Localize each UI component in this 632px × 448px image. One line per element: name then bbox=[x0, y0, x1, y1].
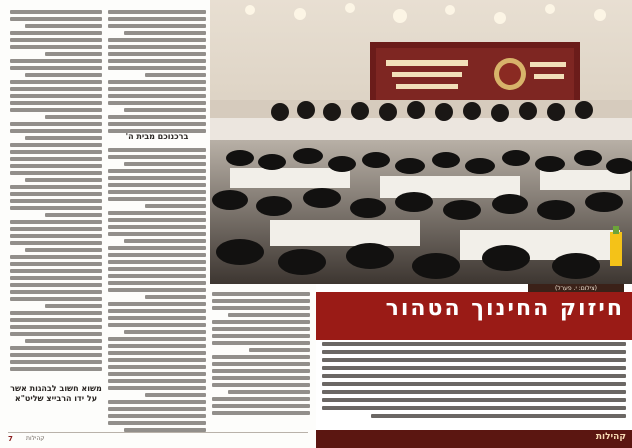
text-column-middle bbox=[108, 10, 206, 435]
section-subhead-bottom: משוא חשוב לבהגות אשר על ידו הרבייצ שליט"א bbox=[10, 384, 102, 403]
page-number: 7 bbox=[8, 435, 13, 443]
article-headline: חיזוק החינוך הטהור bbox=[385, 296, 624, 321]
publication-logo: קהילות bbox=[595, 432, 626, 442]
page-footer bbox=[8, 432, 308, 444]
text-column-left bbox=[10, 10, 102, 390]
publication-name: קהילות bbox=[26, 435, 45, 442]
right-page bbox=[316, 0, 632, 448]
event-photo bbox=[210, 0, 632, 284]
event-photo-illustration bbox=[210, 0, 632, 284]
section-subhead: ברכנוכם מבית ה' bbox=[125, 132, 189, 141]
photo-credit: (צילום: י. פערל) bbox=[528, 284, 624, 294]
article-intro bbox=[322, 342, 626, 422]
footer-strip bbox=[316, 430, 632, 448]
text-column-center-bottom bbox=[212, 292, 310, 428]
